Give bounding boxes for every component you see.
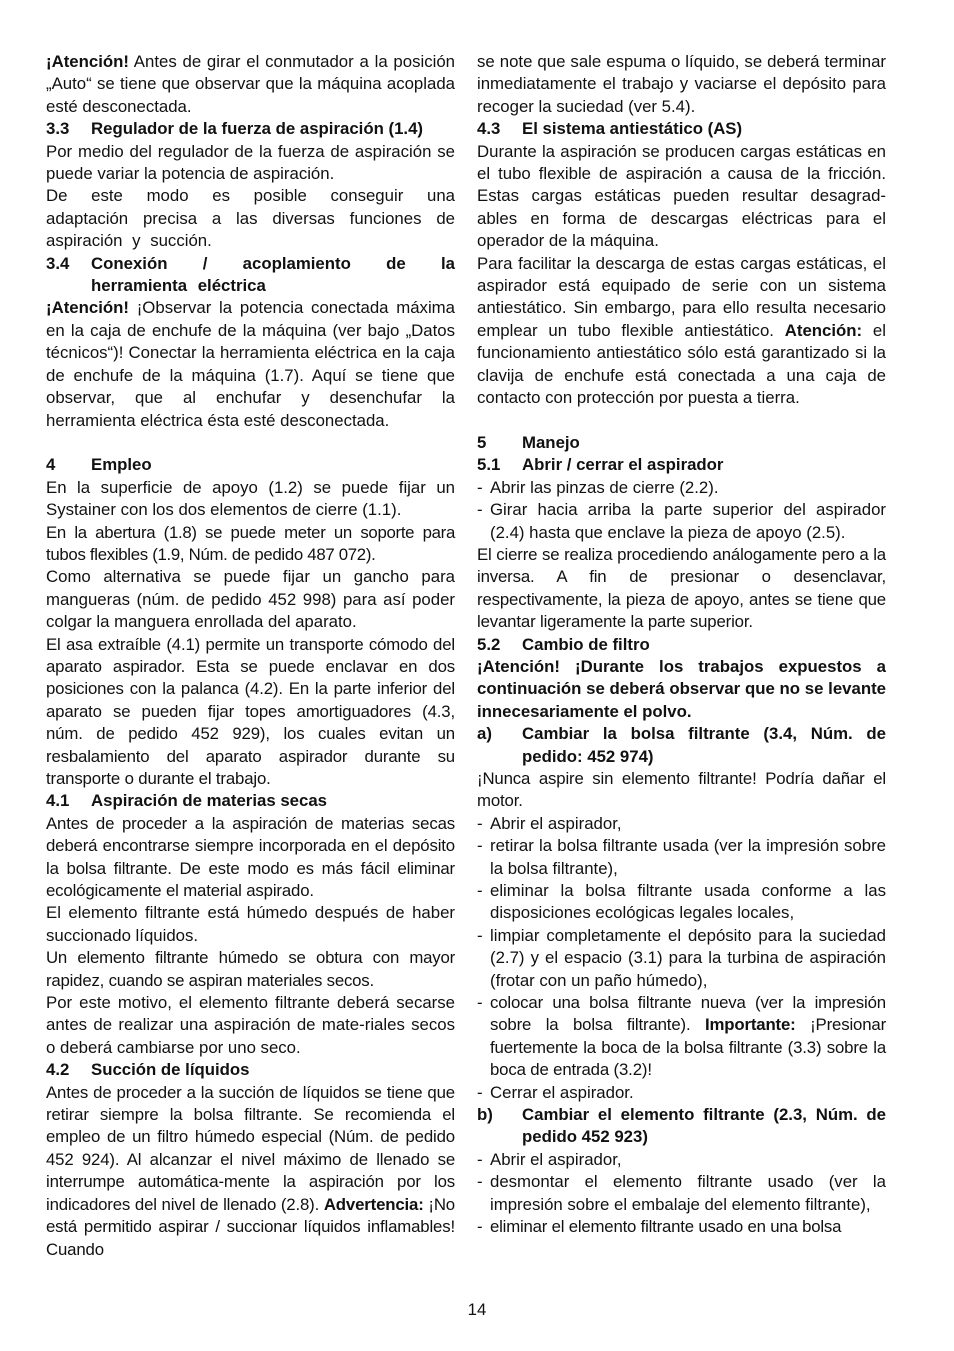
paragraph: Por este motivo, el elemento filtrante deberá secarse antes de realizar una aspiración de mate-riales secos o deberá cambiarse por uno seco.: [46, 993, 455, 1057]
paragraph: Durante la aspiración se producen cargas estáticas en el tubo flexible de aspiración a causa de la fricción. Estas cargas estáticas pueden resultar desagrad-ables en forma de descargas eléctricas para el operador de la máquina.: [477, 141, 886, 251]
paragraph-text: Para facilitar la descarga de estas cargas estáticas, el aspirador está equipado de serie con un sistema antiestático. Sin embargo, para ello resulta necesario emplear un tubo flexible antiestático.: [477, 253, 886, 340]
paragraph-text: Antes de proceder a la succión de líquidos se tiene que retirar siempre la bolsa filtrante. Se recomienda el empleo de un filtro húmedo especial (Núm. de pedido 452 924). Al alcanzar el nivel máximo de llenado se interrumpe automática-mente la aspiración por los indicadores del nivel de llenado (2.8).: [46, 1082, 455, 1214]
list-dash: -: [477, 1082, 483, 1102]
list-dash: -: [477, 993, 483, 1013]
paragraph: El elemento filtrante está húmedo después de haber succionado líquidos.: [46, 903, 455, 945]
list-dash: -: [477, 500, 483, 520]
subsection-heading-b: [477, 1104, 886, 1149]
list-item: [477, 880, 886, 925]
section-title: Manejo: [522, 432, 580, 452]
section-title: Succión de líquidos: [91, 1060, 250, 1080]
paragraph: [46, 297, 455, 431]
list-item: [477, 477, 886, 499]
paragraph: En la superficie de apoyo (1.2) se puede fijar un Systainer con los dos elementos de cierre (1.1).: [46, 477, 455, 520]
section-number: 4.3: [477, 119, 501, 139]
subsection-title: Cambiar el elemento filtrante (2.3, Núm. de pedido 452 923): [522, 1105, 886, 1147]
list-item-text: retirar la bolsa filtrante usada (ver la impresión sobre la bolsa filtrante),: [490, 836, 886, 878]
warning-label: ¡Atención!: [46, 298, 129, 318]
section-number: 5.1: [477, 455, 501, 475]
list-item-text: eliminar la bolsa filtrante usada conforme a las disposiciones ecológicas legales locales,: [490, 881, 886, 923]
section-number: 4: [46, 455, 56, 475]
list-dash: -: [477, 1172, 483, 1192]
list-item-text: Abrir el aspirador,: [490, 1149, 622, 1169]
list-dash: -: [477, 813, 483, 833]
list-item: [477, 992, 886, 1082]
subsection-letter: a): [477, 724, 492, 744]
list-dash: -: [477, 836, 483, 856]
section-title: Abrir / cerrar el aspirador: [522, 455, 724, 475]
warning-label: Atención:: [784, 320, 863, 340]
paragraph-text: el funcionamiento antiestático sólo está garantizado si la clavija de enchufe está conectada a una caja de contacto con protección por puesta a tierra.: [477, 320, 886, 408]
section-number: 4.2: [46, 1060, 70, 1080]
section-heading-4: [46, 454, 455, 476]
list-item-text: desmontar el elemento filtrante usado (ver la impresión sobre el embalaje del elemento filtrante),: [490, 1172, 886, 1214]
paragraph: [46, 51, 455, 118]
section-title: Aspiración de materias secas: [91, 791, 327, 811]
section-heading-4-2: [46, 1059, 455, 1081]
paragraph: De este modo es posible conseguir una adaptación precisa a las diversas funciones de aspiración y succión.: [46, 186, 455, 251]
paragraph: ¡Nunca aspire sin elemento filtrante! Podría dañar el motor.: [477, 768, 886, 811]
paragraph: Un elemento filtrante húmedo se obtura con mayor rapidez, cuando se aspiran materiales secos.: [46, 948, 455, 990]
section-heading-5-1: [477, 454, 886, 476]
paragraph: En la abertura (1.8) se puede meter un soporte para tubos flexibles (1.9, Núm. de pedido 487 072).: [46, 522, 455, 564]
paragraph: Como alternativa se puede fijar un gancho para mangueras (núm. de pedido 452 998) para así poder colgar la manguera enrollada del aparato.: [46, 567, 455, 632]
list-item: [477, 1082, 886, 1104]
section-title: El sistema antiestático (AS): [522, 119, 743, 139]
list-item-text: eliminar el elemento filtrante usado en una bolsa: [490, 1217, 842, 1237]
list-item: [477, 1216, 886, 1238]
paragraph: Por medio del regulador de la fuerza de aspiración se puede variar la potencia de aspiración.: [46, 141, 455, 184]
list-item: [477, 925, 886, 992]
section-title: Regulador de la fuerza de aspiración (1.4): [91, 119, 423, 139]
list-dash: -: [477, 1149, 483, 1169]
section-heading-5: [477, 432, 886, 454]
subsection-heading-a: [477, 723, 886, 768]
list-item-text: limpiar completamente el depósito para la suciedad (2.7) y el espacio (3.1) para la turbina de aspiración (frotar con un paño húmedo),: [490, 925, 886, 990]
list-item: [477, 813, 886, 835]
page-number: 14: [467, 1300, 487, 1319]
section-title: Conexión / acoplamiento de la herramienta eléctrica: [91, 253, 455, 296]
list-dash: -: [477, 1217, 483, 1237]
paragraph: se note que sale espuma o líquido, se deberá terminar inmediatamente el trabajo y vaciarse el depósito para recoger la suciedad (ver 5.4).: [477, 52, 886, 116]
spacer: [477, 410, 886, 432]
section-heading-4-1: [46, 790, 455, 812]
paragraph: [477, 253, 886, 410]
list-item-text: Girar hacia arriba la parte superior del aspirador (2.4) hasta que enclave la pieza de apoyo (2.5).: [490, 500, 886, 542]
subsection-letter: b): [477, 1105, 493, 1125]
list-item-text: Cerrar el aspirador.: [490, 1082, 634, 1102]
paragraph-text: ¡Observar la potencia conectada máxima en la caja de enchufe de la máquina (ver bajo „Datos técnicos“)! Conectar la herramienta eléctrica en la caja de enchufe de la máquina (1.7). Aquí se tiene que observar, que al enchufar y desenchufar la herramienta eléctrica ésta esté desconectada.: [46, 298, 455, 430]
paragraph-text: Antes de girar el conmutador a la posición „Auto“ se tiene que observar que la máquina acoplada esté desconectada.: [46, 52, 455, 116]
warning-label: Advertencia:: [323, 1194, 424, 1214]
paragraph-text: colocar una bolsa filtrante nueva (ver la impresión sobre la bolsa filtrante).: [490, 993, 886, 1035]
right-column: [477, 51, 886, 1239]
list-item: [477, 1149, 886, 1171]
section-heading-3-3: [46, 118, 455, 140]
spacer: [46, 432, 455, 454]
section-title: Empleo: [91, 455, 152, 475]
warning-label: Importante:: [704, 1015, 796, 1035]
section-number: 4.1: [46, 791, 70, 811]
subsection-title: Cambiar la bolsa filtrante (3.4, Núm. de pedido: 452 974): [522, 724, 886, 766]
paragraph: El asa extraíble (4.1) permite un transporte cómodo del aparato aspirador. Esta se puede enclavar en dos posiciones con la palanca (4.2). En la parte inferior del aparato se pueden fijar topes amortiguadores (4.3, núm. de pedido 452 929), los cuales evitan un resbalamiento del aparato aspirador durante su transporte o durante el trabajo.: [46, 634, 455, 788]
section-heading-4-3: [477, 118, 886, 140]
section-number: 3.4: [46, 253, 70, 273]
section-heading-3-4: [46, 253, 455, 298]
warning-label: ¡Atención!: [46, 52, 129, 71]
paragraph-text: ¡No está permitido aspirar / succionar líquidos inflamables! Cuando: [46, 1194, 455, 1259]
list-item-text: [490, 992, 886, 1082]
section-number: 5: [477, 432, 487, 452]
paragraph-text: ¡Presionar fuertemente la boca de la bolsa filtrante (3.3) sobre la boca de entrada (3.2)!: [490, 1015, 887, 1080]
section-number: 3.3: [46, 119, 70, 139]
list-item-text: Abrir el aspirador,: [490, 813, 622, 833]
paragraph: El cierre se realiza procediendo análogamente pero a la inversa. A fin de presionar o desenclavar, respectivamente, la pieza de apoyo, antes se tiene que levantar ligeramente la parte superior.: [477, 544, 886, 632]
section-title: Cambio de filtro: [522, 634, 650, 654]
list-item: [477, 835, 886, 880]
list-item-text: Abrir las pinzas de cierre (2.2).: [490, 477, 719, 497]
warning-paragraph: ¡Atención! ¡Durante los trabajos expuestos a continuación se deberá observar que no se levante innecesariamente el polvo.: [477, 656, 886, 721]
paragraph: [46, 1082, 455, 1261]
list-dash: -: [477, 925, 483, 945]
list-item: [477, 1171, 886, 1216]
paragraph: Antes de proceder a la aspiración de materias secas deberá encontrarse siempre incorporada en el depósito la bolsa filtrante. De este modo es más fácil eliminar ecológicamente el material aspirado.: [46, 813, 455, 901]
list-dash: -: [477, 477, 483, 497]
section-number: 5.2: [477, 634, 501, 654]
list-dash: -: [477, 881, 483, 901]
left-column: [46, 51, 455, 1261]
section-heading-5-2: [477, 634, 886, 656]
list-item: [477, 499, 886, 544]
